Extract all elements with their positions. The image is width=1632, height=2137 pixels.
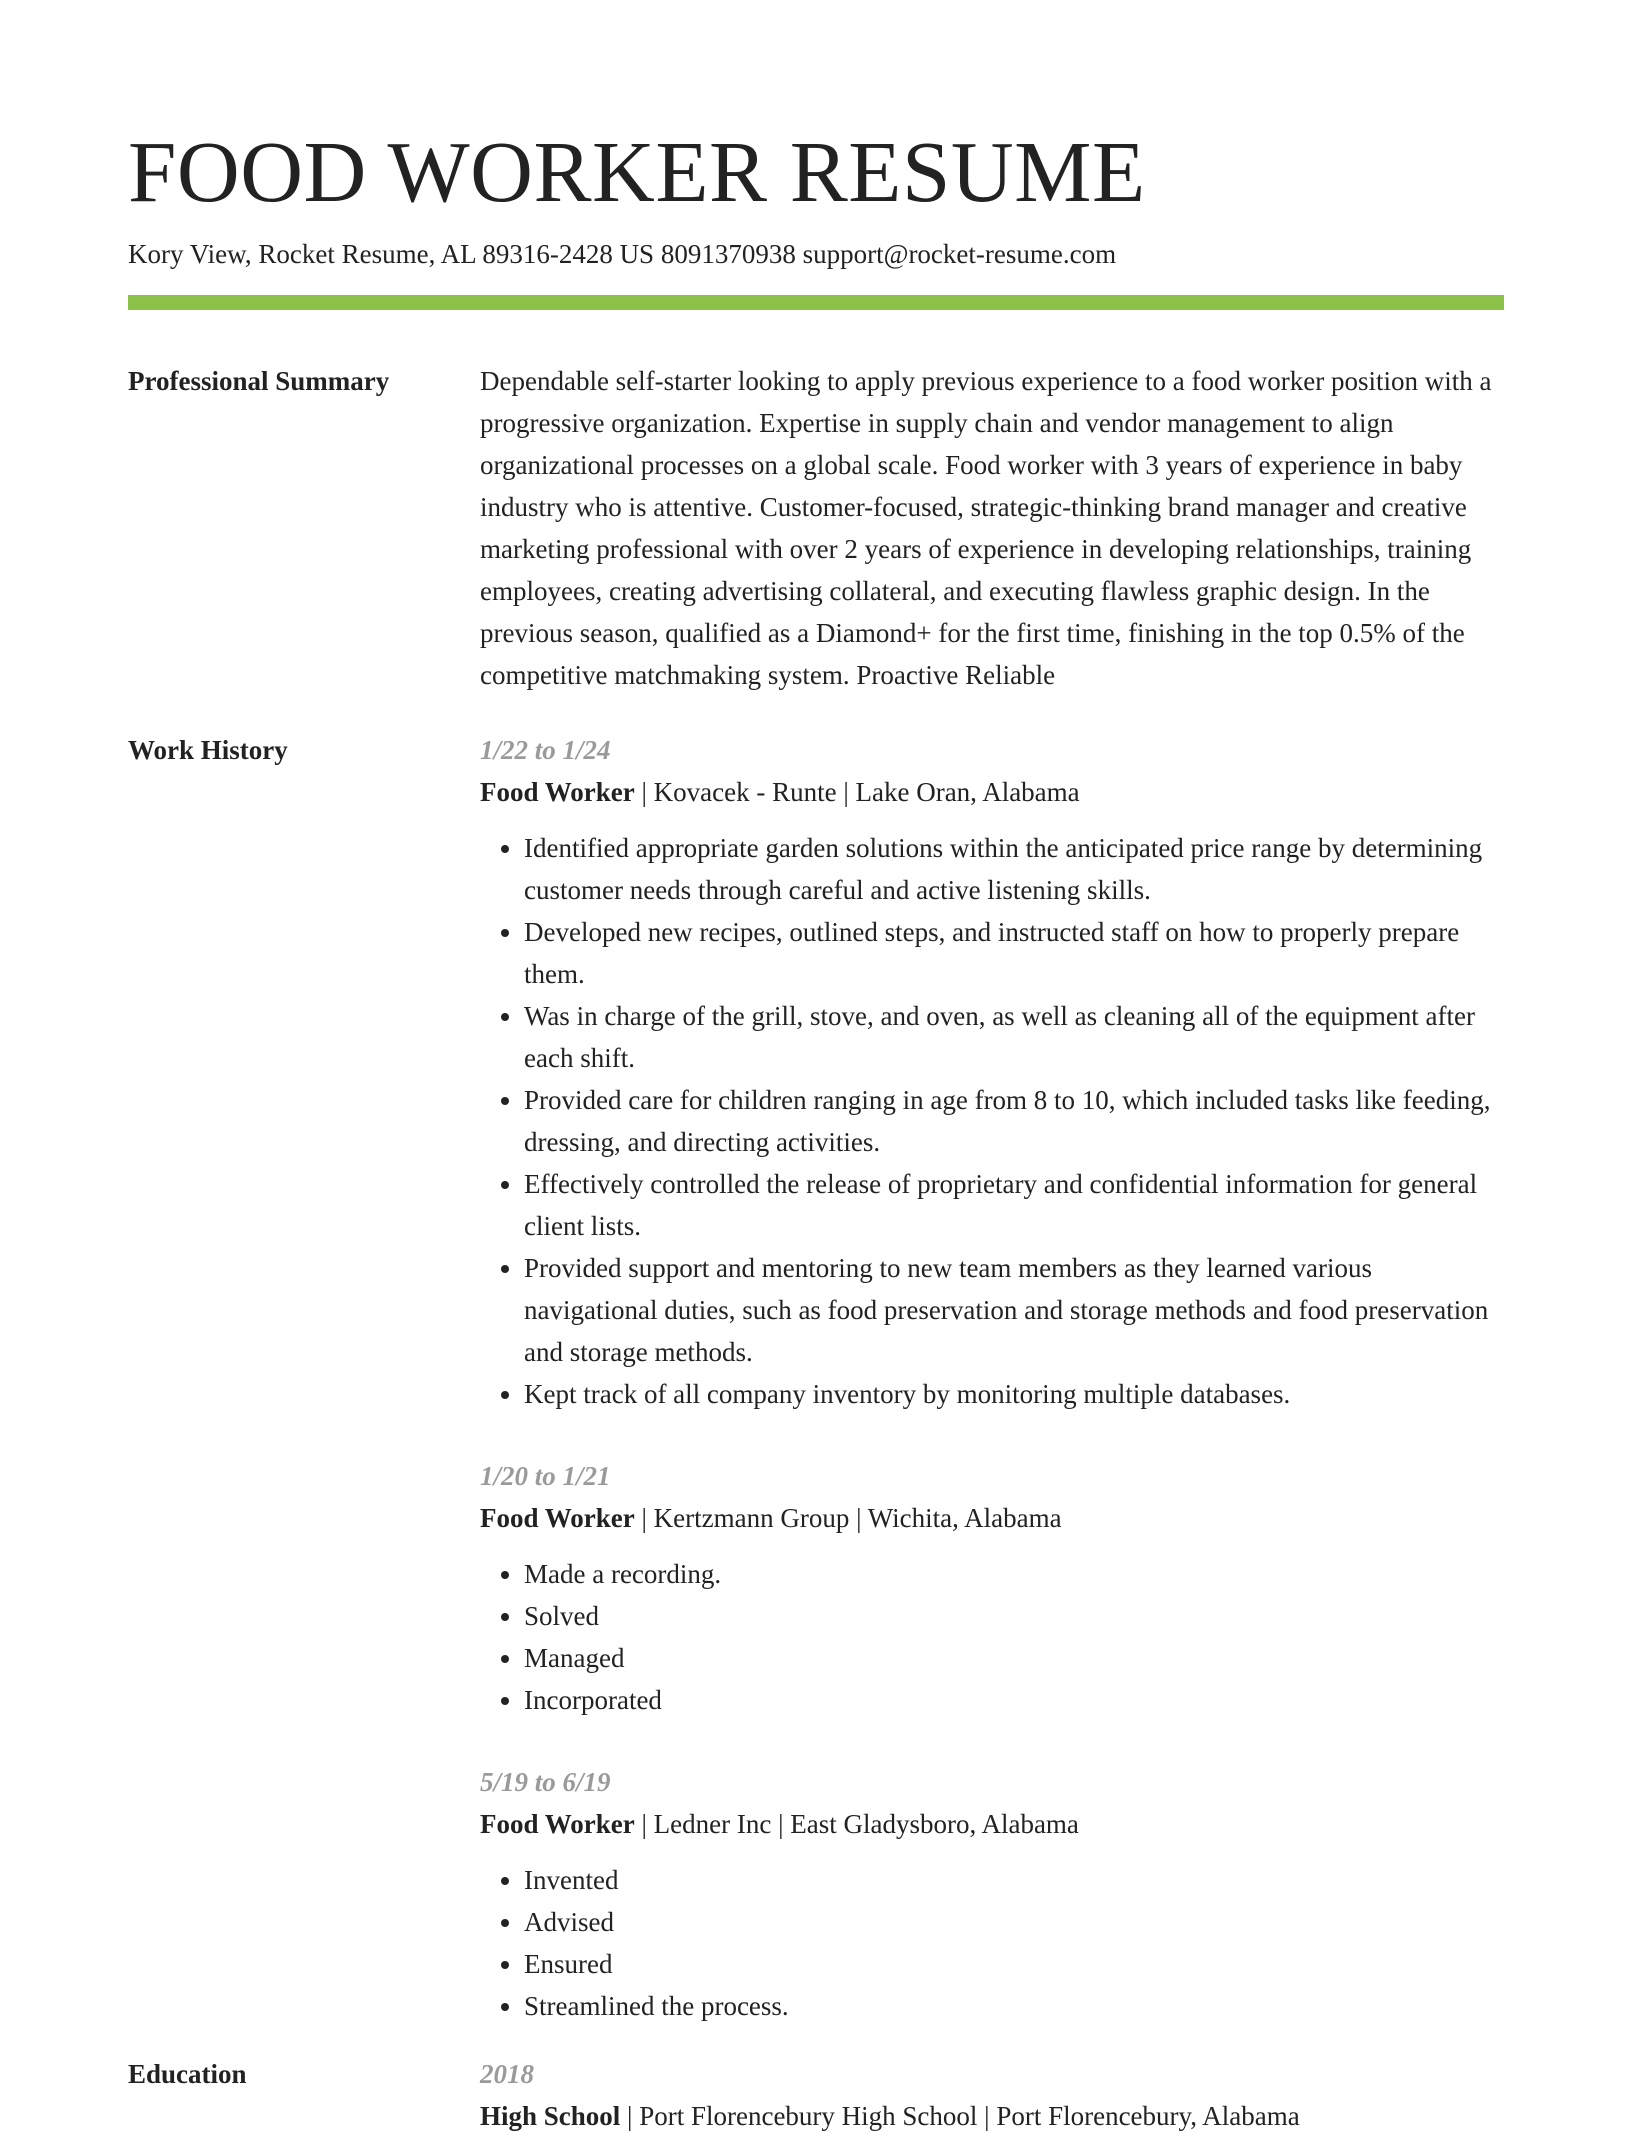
job-dates: 1/22 to 1/24 xyxy=(480,735,611,766)
summary-label: Professional Summary xyxy=(128,366,390,397)
resume-title: FOOD WORKER RESUME xyxy=(128,123,1146,220)
job-duties-list xyxy=(480,1553,1504,1721)
job-duty: • Managed xyxy=(524,1637,1504,1679)
job-duties-list xyxy=(480,827,1504,1415)
job-entry xyxy=(480,1455,1504,1721)
job-duty: • Ensured xyxy=(524,1943,1504,1985)
job-duty: • Provided care for children ranging in age from 8 to 10, which included tasks like feeding, dressing, and directing activities. xyxy=(524,1079,1504,1163)
work-history-label: Work History xyxy=(128,735,288,766)
job-duty: • Was in charge of the grill, stove, and oven, as well as cleaning all of the equipment after each shift. xyxy=(524,995,1504,1079)
job-duties-list xyxy=(480,1859,1504,2027)
job-duty: • Developed new recipes, outlined steps, and instructed staff on how to properly prepare them. xyxy=(524,911,1504,995)
job-title: Food Worker xyxy=(480,1809,635,1840)
education-year: 2018 xyxy=(480,2059,534,2090)
contact-info: Kory View, Rocket Resume, AL 89316-2428 US 8091370938 support@rocket-resume.com xyxy=(128,239,1117,269)
job-duty: • Effectively controlled the release of proprietary and confidential information for general client lists. xyxy=(524,1163,1504,1247)
job-entry xyxy=(480,1761,1504,2027)
job-duty: • Advised xyxy=(524,1901,1504,1943)
education-label: Education xyxy=(128,2059,247,2090)
summary-text: Dependable self-starter looking to apply previous experience to a food worker position with a progressive organization. Expertise in supply chain and vendor management to align organizational processes on a global scale. Food worker with 3 years of experience in baby industry who is attentive. Customer-focused, strategic-thinking brand manager and creative marketing professional with over 2 years of experience in developing relationships, training employees, creating advertising collateral, and executing flawless graphic design. In the previous season, qualified as a Diamond+ for the first time, finishing in the top 0.5% of the competitive matchmaking system. Proactive Reliable xyxy=(480,366,1492,691)
work-history-section xyxy=(128,729,1504,2027)
job-title: Food Worker xyxy=(480,777,635,808)
job-dates: 5/19 to 6/19 xyxy=(480,1767,611,1798)
job-duty: • Incorporated xyxy=(524,1679,1504,1721)
job-duty: • Solved xyxy=(524,1595,1504,1637)
job-duty: • Identified appropriate garden solutions within the anticipated price range by determining customer needs through careful and active listening skills. xyxy=(524,827,1504,911)
work-history-list xyxy=(480,729,1504,2027)
job-employer-location: | Ledner Inc | East Gladysboro, Alabama xyxy=(634,1809,1079,1840)
job-duty: • Kept track of all company inventory by monitoring multiple databases. xyxy=(524,1373,1504,1415)
job-duty: • Streamlined the process. xyxy=(524,1985,1504,2027)
education-entry xyxy=(480,2053,1504,2137)
resume-page xyxy=(128,0,1504,2137)
job-duty: • Made a recording. xyxy=(524,1553,1504,1595)
job-employer-location: | Kertzmann Group | Wichita, Alabama xyxy=(634,1503,1062,1534)
job-title: Food Worker xyxy=(480,1503,635,1534)
education-school-location: | Port Florencebury High School | Port Florencebury, Alabama xyxy=(620,2101,1300,2132)
job-heading xyxy=(480,771,1504,813)
job-duty: • Invented xyxy=(524,1859,1504,1901)
education-heading xyxy=(480,2095,1504,2137)
job-heading xyxy=(480,1803,1504,1845)
job-heading xyxy=(480,1497,1504,1539)
job-entry xyxy=(480,729,1504,1415)
summary-section xyxy=(128,360,1504,696)
header-divider xyxy=(128,295,1504,310)
job-duty: • Provided support and mentoring to new team members as they learned various navigational duties, such as food preservation and storage methods and food preservation and storage methods. xyxy=(524,1247,1504,1373)
education-degree: High School xyxy=(480,2101,621,2132)
education-section xyxy=(128,2053,1504,2137)
job-dates: 1/20 to 1/21 xyxy=(480,1461,611,1492)
job-employer-location: | Kovacek - Runte | Lake Oran, Alabama xyxy=(634,777,1080,808)
